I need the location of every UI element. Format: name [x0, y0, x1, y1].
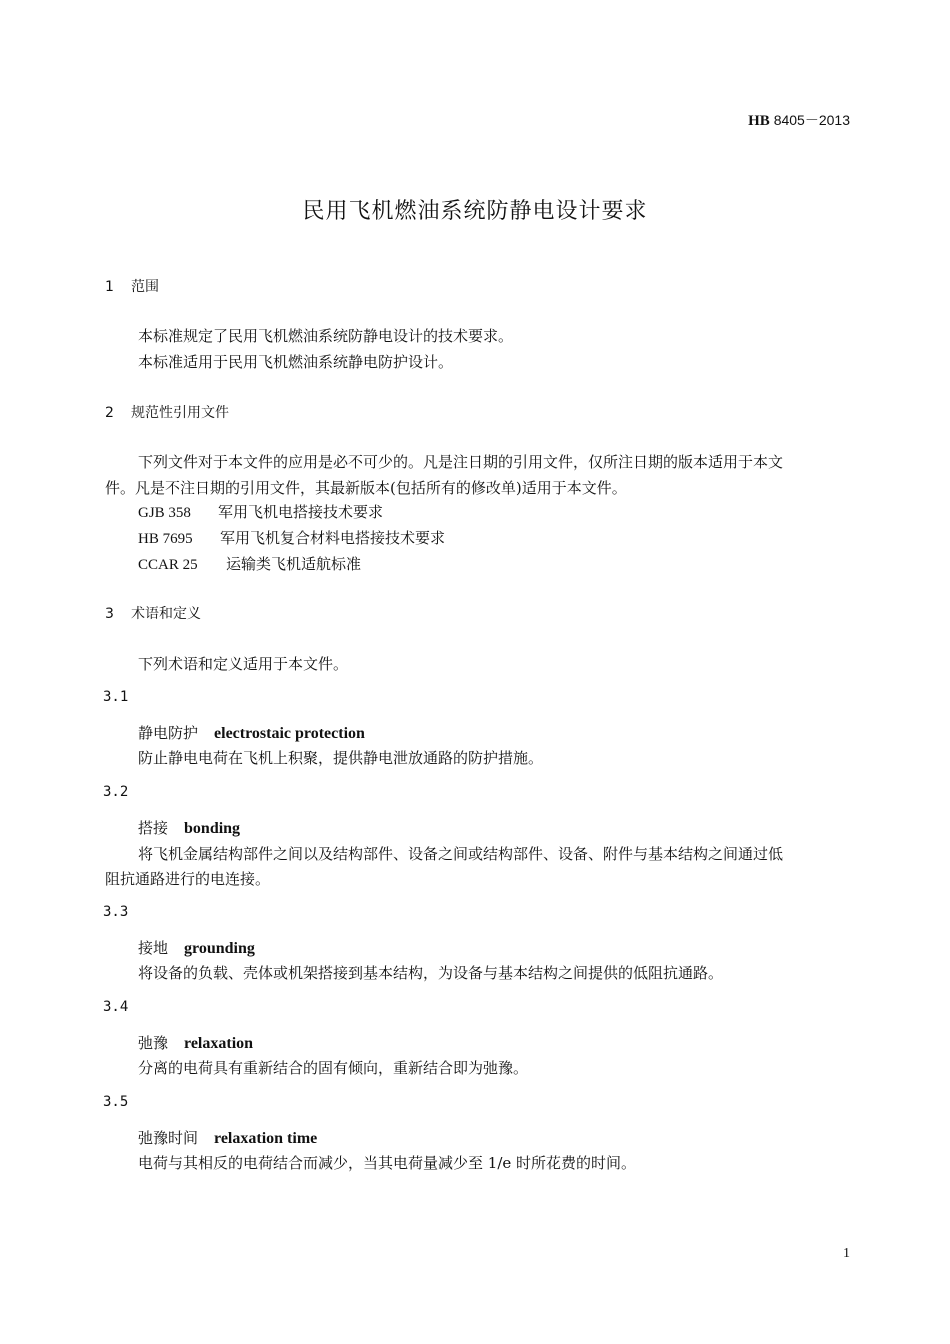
section-number: 2	[105, 405, 114, 421]
term-heading	[138, 937, 255, 958]
term-number: 3.4	[103, 999, 129, 1015]
term-definition: 电荷与其相反的电荷结合而减少，当其电荷量减少至 1/e 时所花费的时间。	[138, 1154, 637, 1172]
reference-item	[138, 527, 445, 548]
term-definition: 分离的电荷具有重新结合的固有倾向，重新结合即为弛豫。	[138, 1059, 529, 1077]
term-definition: 将设备的负载、壳体或机架搭接到基本结构，为设备与基本结构之间提供的低阻抗通路。	[138, 964, 724, 982]
term-zh: 静电防护	[138, 724, 199, 742]
reference-title: 运输类飞机适航标准	[226, 555, 362, 573]
term-number: 3.5	[103, 1094, 129, 1110]
term-en: grounding	[184, 940, 255, 957]
section-title: 规范性引用文件	[131, 405, 229, 421]
term-en: electrostaic protection	[214, 725, 365, 742]
section-title: 术语和定义	[131, 606, 201, 622]
reference-code: GJB 358	[138, 505, 191, 521]
term-definition-continuation: 阻抗通路进行的电连接。	[105, 870, 271, 888]
reference-title: 军用飞机电搭接技术要求	[218, 503, 384, 521]
term-heading	[138, 722, 365, 743]
term-zh: 接地	[138, 939, 169, 957]
term-heading	[138, 1032, 253, 1053]
term-number: 3.3	[103, 904, 129, 920]
term-en: relaxation	[184, 1035, 254, 1052]
term-en: bonding	[184, 820, 241, 837]
reference-item	[138, 553, 361, 574]
term-zh: 弛豫时间	[138, 1129, 199, 1147]
standard-code: 8405－2013	[769, 112, 850, 128]
page-number: 1	[843, 1246, 850, 1261]
term-heading	[138, 817, 240, 838]
term-zh: 弛豫	[138, 1034, 169, 1052]
section-title: 范围	[131, 279, 159, 295]
section-2-heading	[105, 402, 229, 422]
document-title: 民用飞机燃油系统防静电设计要求	[302, 199, 648, 224]
term-heading	[138, 1127, 317, 1148]
paragraph-continuation: 件。凡是不注日期的引用文件，其最新版本(包括所有的修改单)适用于本文件。	[105, 479, 627, 497]
paragraph: 下列术语和定义适用于本文件。	[138, 655, 349, 673]
section-number: 3	[105, 606, 114, 622]
term-zh: 搭接	[138, 819, 169, 837]
standard-number	[748, 110, 850, 130]
standard-prefix: HB	[748, 113, 770, 129]
section-3-heading	[105, 603, 201, 623]
term-number: 3.1	[103, 689, 129, 705]
term-definition: 将飞机金属结构部件之间以及结构部件、设备之间或结构部件、设备、附件与基本结构之间通过低	[138, 845, 784, 863]
term-en: relaxation time	[214, 1130, 318, 1147]
paragraph: 本标准适用于民用飞机燃油系统静电防护设计。	[138, 353, 454, 371]
reference-code: CCAR 25	[138, 557, 198, 573]
term-definition: 防止静电电荷在飞机上积聚，提供静电泄放通路的防护措施。	[138, 749, 544, 767]
reference-title: 军用飞机复合材料电搭接技术要求	[220, 529, 446, 547]
paragraph: 本标准规定了民用飞机燃油系统防静电设计的技术要求。	[138, 327, 514, 345]
section-1-heading	[105, 276, 159, 296]
section-number: 1	[105, 279, 114, 295]
reference-code: HB 7695	[138, 531, 193, 547]
paragraph: 下列文件对于本文件的应用是必不可少的。凡是注日期的引用文件，仅所注日期的版本适用于本文	[138, 453, 784, 471]
reference-item	[138, 501, 383, 522]
term-number: 3.2	[103, 784, 129, 800]
